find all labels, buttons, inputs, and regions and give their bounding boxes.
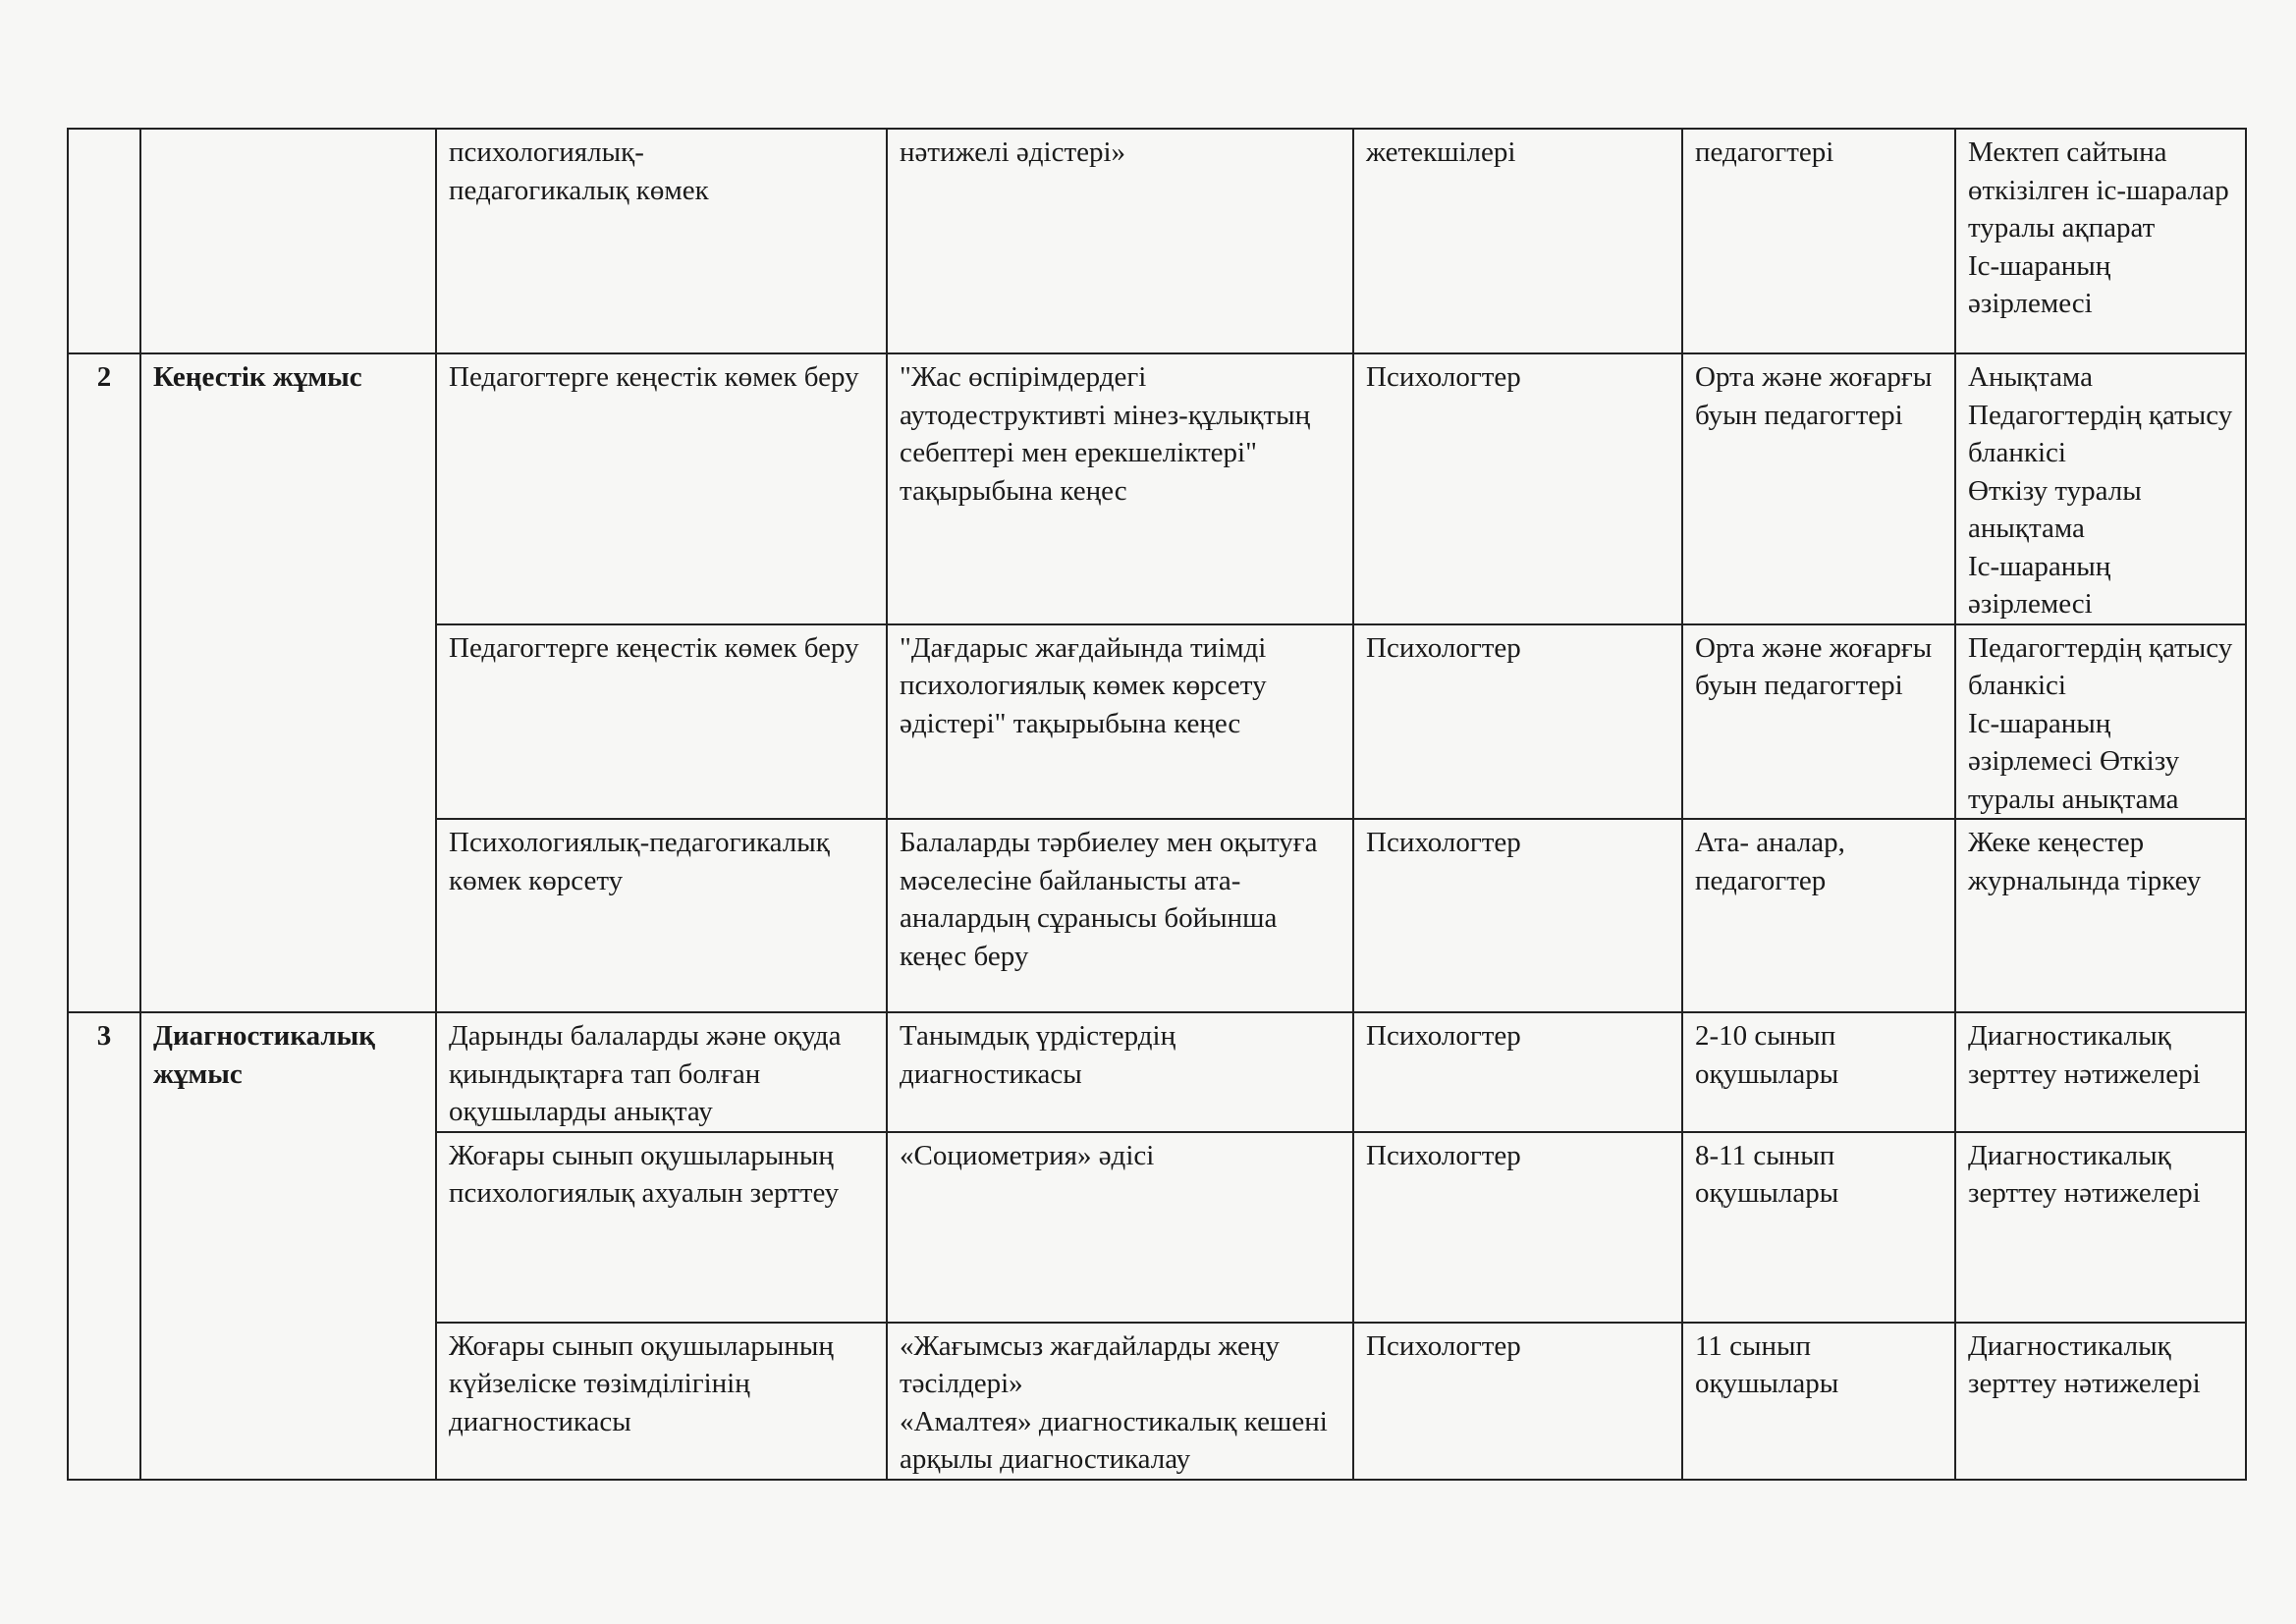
result-cell: Мектеп сайтына өткізілген іс-шаралар туралы ақпарат Іс-шараның әзірлемесі — [1955, 129, 2246, 353]
table-row — [68, 353, 2246, 624]
row-number-cell: 2 — [68, 353, 140, 1012]
result-cell: Жеке кеңестер журналында тіркеу — [1955, 819, 2246, 1012]
content-cell: «Социометрия» әдісі — [887, 1132, 1353, 1323]
direction-cell: Педагогтерге кеңестік көмек беру — [436, 353, 887, 624]
direction-cell: психологиялық- педагогикалық көмек — [436, 129, 887, 353]
direction-cell: Жоғары сынып оқушыларының күйзеліске төзімділігінің диагностикасы — [436, 1323, 887, 1480]
result-cell: Диагностикалық зерттеу нәтижелері — [1955, 1323, 2246, 1480]
responsible-cell: Психологтер — [1353, 1132, 1682, 1323]
work-type-cell — [140, 129, 436, 353]
audience-cell: Орта және жоғарғы буын педагогтері — [1682, 624, 1955, 820]
direction-cell: Педагогтерге кеңестік көмек беру — [436, 624, 887, 820]
content-cell: Балаларды тәрбиелеу мен оқытуға мәселесіне байланысты ата-аналардың сұранысы бойынша кеңес беру — [887, 819, 1353, 1012]
audience-cell: 2-10 сынып оқушылары — [1682, 1012, 1955, 1132]
content-cell: Танымдық үрдістердің диагностикасы — [887, 1012, 1353, 1132]
result-cell: Диагностикалық зерттеу нәтижелері — [1955, 1012, 2246, 1132]
content-cell: «Жағымсыз жағдайларды жеңу тәсілдері» «Амалтея» диагностикалық кешені арқылы диагностикалау — [887, 1323, 1353, 1480]
content-cell: нәтижелі әдістері» — [887, 129, 1353, 353]
plan-table — [67, 128, 2247, 1481]
responsible-cell: Психологтер — [1353, 1323, 1682, 1480]
table-row — [68, 1012, 2246, 1132]
responsible-cell: жетекшілері — [1353, 129, 1682, 353]
result-cell: Диагностикалық зерттеу нәтижелері — [1955, 1132, 2246, 1323]
work-type-cell: Диагностикалық жұмыс — [140, 1012, 436, 1480]
row-number-cell — [68, 129, 140, 353]
audience-cell: 11 сынып оқушылары — [1682, 1323, 1955, 1480]
result-cell: Педагогтердің қатысу бланкісі Іс-шараның әзірлемесі Өткізу туралы анықтама — [1955, 624, 2246, 820]
responsible-cell: Психологтер — [1353, 353, 1682, 624]
direction-cell: Психологиялық-педагогикалық көмек көрсету — [436, 819, 887, 1012]
content-cell: "Дағдарыс жағдайында тиімді психологиялық көмек көрсету әдістері" тақырыбына кеңес — [887, 624, 1353, 820]
responsible-cell: Психологтер — [1353, 819, 1682, 1012]
table-row — [68, 129, 2246, 353]
direction-cell: Дарынды балаларды және оқуда қиындықтарға тап болған оқушыларды анықтау — [436, 1012, 887, 1132]
content-cell: "Жас өспірімдердегі аутодеструктивті мінез-құлықтың себептері мен ерекшеліктері" тақырыбына кеңес — [887, 353, 1353, 624]
work-type-cell: Кеңестік жұмыс — [140, 353, 436, 1012]
row-number-cell: 3 — [68, 1012, 140, 1480]
audience-cell: педагогтері — [1682, 129, 1955, 353]
responsible-cell: Психологтер — [1353, 624, 1682, 820]
audience-cell: Орта және жоғарғы буын педагогтері — [1682, 353, 1955, 624]
audience-cell: Ата- аналар, педагогтер — [1682, 819, 1955, 1012]
audience-cell: 8-11 сынып оқушылары — [1682, 1132, 1955, 1323]
direction-cell: Жоғары сынып оқушыларының психологиялық ахуалын зерттеу — [436, 1132, 887, 1323]
responsible-cell: Психологтер — [1353, 1012, 1682, 1132]
result-cell: Анықтама Педагогтердің қатысу бланкісі Өткізу туралы анықтама Іс-шараның әзірлемесі — [1955, 353, 2246, 624]
